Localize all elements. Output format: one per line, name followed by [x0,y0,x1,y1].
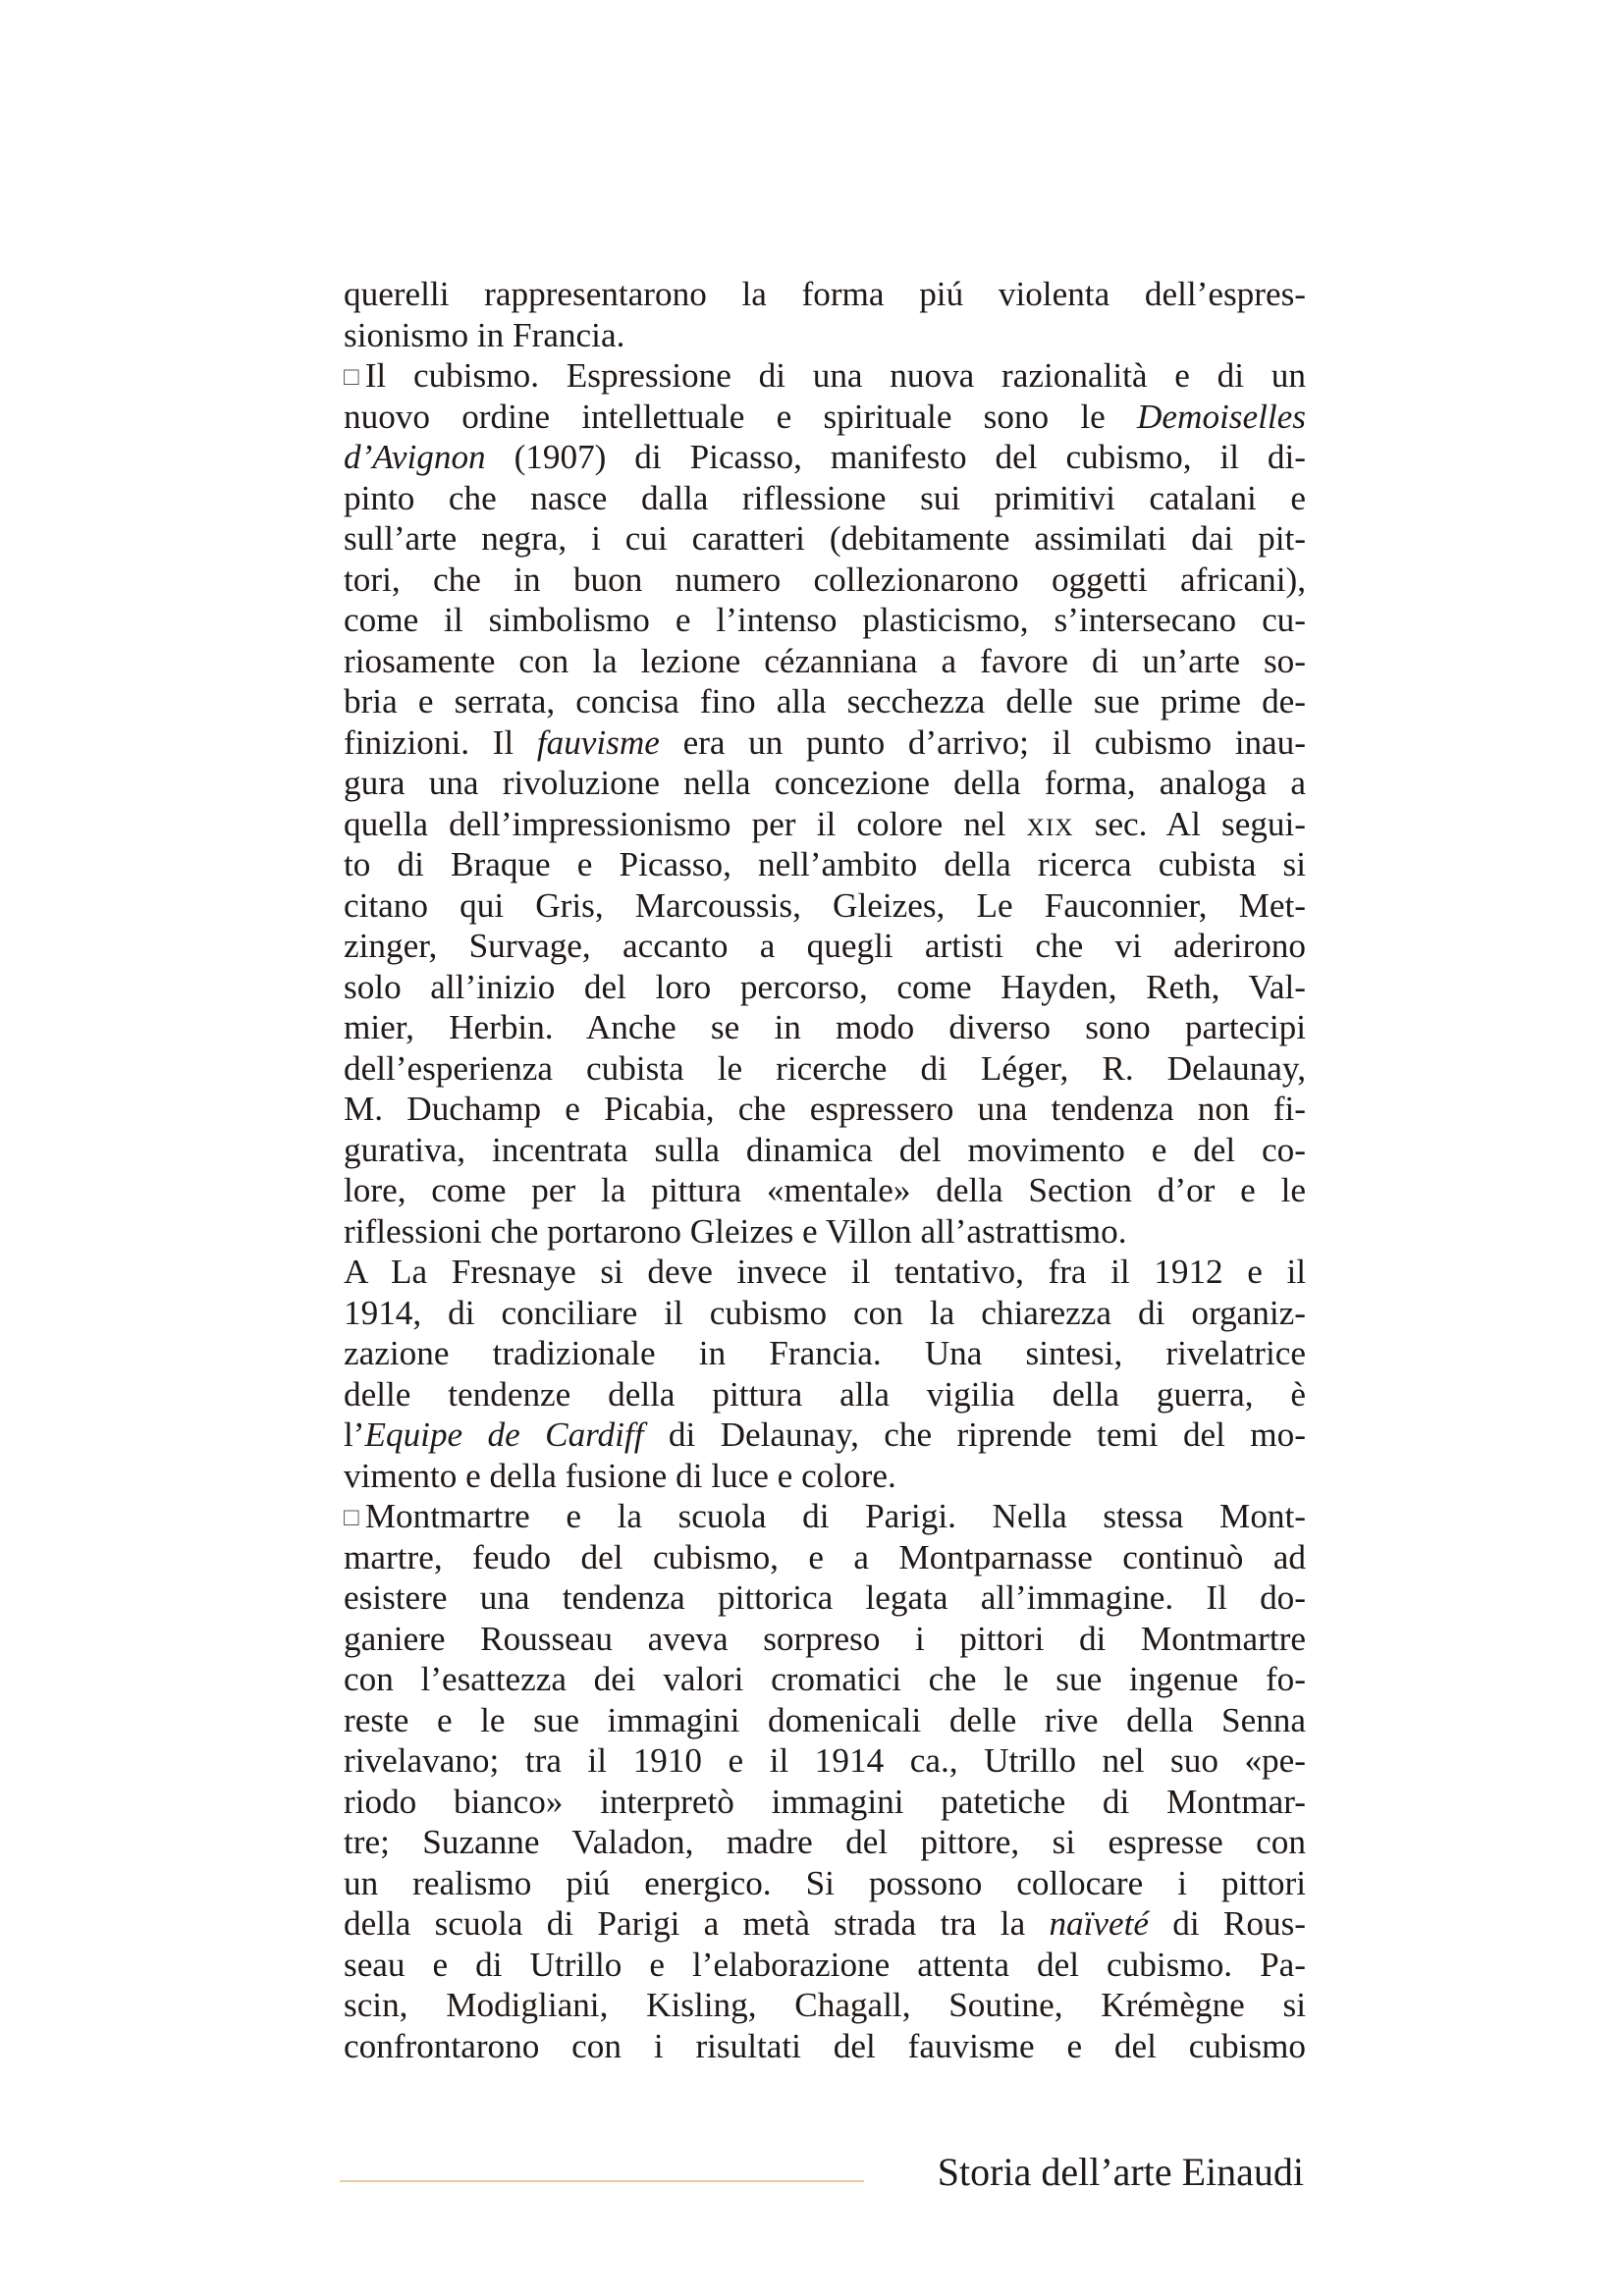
italic-text: Demoiselles [1137,397,1306,436]
text-line [344,1740,1306,1782]
text-segment: vimento e della fusione di luce e colore. [344,1456,896,1495]
text-line [344,1496,1306,1537]
text-segment: tori, che in buon numero collezionarono oggetti africani), [344,560,1306,599]
body-text [344,274,1306,2066]
text-segment: riflessioni che portarono Gleizes e Villon all’astrattismo. [344,1211,1127,1251]
text-segment: esistere una tendenza pittorica legata all’immagine. Il do- [344,1578,1306,1617]
text-segment: querelli rappresentarono la forma piú violenta dell’espres- [344,275,1306,313]
text-line [344,600,1306,641]
text-line [344,1456,1306,1497]
text-segment: quella dell’impressionismo per il colore nel [344,804,1027,843]
text-segment: un realismo piú energico. Si possono collocare i pittori [344,1863,1306,1902]
text-segment: della scuola di Parigi a metà strada tra la [344,1904,1050,1943]
text-line [344,1945,1306,1986]
italic-text: d’Avignon [344,438,486,476]
text-line [344,437,1306,478]
text-segment: confrontarono con i risultati del fauvisme e del cubismo [344,2026,1306,2065]
text-line [344,1863,1306,1904]
text-segment: l’ [344,1415,365,1454]
section-marker-icon: □ [344,1503,359,1531]
footer-rule [340,2180,864,2182]
text-segment: solo all’inizio del loro percorso, come Hayden, Reth, Val- [344,967,1306,1006]
text-line [344,1700,1306,1741]
text-line [344,2026,1306,2067]
text-line [344,397,1306,438]
text-segment: 1914, di conciliare il cubismo con la chiarezza di organiz- [344,1293,1306,1332]
text-segment: lore, come per la pittura «mentale» della Section d’or e le [344,1171,1306,1209]
text-line [344,885,1306,927]
text-line [344,1252,1306,1293]
text-segment: nuovo ordine intellettuale e spirituale sono le [344,397,1137,436]
text-line [344,1089,1306,1130]
text-line [344,1659,1306,1700]
text-segment: con l’esattezza dei valori cromatici che le sue ingenue fo- [344,1660,1306,1698]
italic-text: fauvisme [536,722,660,762]
text-line [344,1293,1306,1334]
text-line [344,763,1306,804]
text-segment: mier, Herbin. Anche se in modo diverso sono partecipi [344,1008,1306,1046]
text-segment: Montmartre e la scuola di Parigi. Nella stessa Mont- [364,1497,1306,1535]
text-line [344,926,1306,967]
text-segment: delle tendenze della pittura alla vigilia della guerra, è [344,1374,1306,1414]
text-line [344,681,1306,722]
text-line [344,560,1306,601]
text-line [344,315,1306,356]
text-segment: martre, feudo del cubismo, e a Montparnasse continuò ad [344,1537,1306,1576]
text-line [344,1822,1306,1863]
text-line [344,1577,1306,1619]
text-segment: riodo bianco» interpretò immagini patetiche di Montmar- [344,1782,1306,1821]
text-segment: gurativa, incentrata sulla dinamica del movimento e del co- [344,1130,1306,1169]
text-line [344,1985,1306,2026]
footer-title: Storia dell’arte Einaudi [937,2150,1304,2194]
text-line [344,844,1306,885]
text-segment: (1907) di Picasso, manifesto del cubismo, il di- [485,438,1306,476]
text-segment: sull’arte negra, i cui caratteri (debitamente assimilati dai pit- [344,519,1306,558]
section-marker-icon: □ [344,362,359,391]
text-line [344,1619,1306,1660]
text-line [344,1048,1306,1090]
text-line [344,1211,1306,1253]
text-segment: ganiere Rousseau aveva sorpreso i pittori di Montmartre [344,1619,1306,1658]
text-segment: di Rous- [1149,1904,1306,1943]
text-line [344,722,1306,764]
text-line [344,641,1306,682]
text-segment: sionismo in Francia. [344,315,625,354]
text-segment: bria e serrata, concisa fino alla secchezza delle sue prime de- [344,682,1306,721]
text-segment: seau e di Utrillo e l’elaborazione attenta del cubismo. Pa- [344,1945,1306,1984]
text-line [344,1170,1306,1211]
text-line [344,274,1306,315]
text-segment: come il simbolismo e l’intenso plasticismo, s’intersecano cu- [344,601,1306,639]
text-line [344,967,1306,1008]
text-segment: gura una rivoluzione nella concezione della forma, analoga a [344,764,1306,802]
text-segment: Il cubismo. Espressione di una nuova razionalità e di un [364,356,1306,395]
text-line [344,1333,1306,1374]
text-line [344,1415,1306,1456]
text-segment: reste e le sue immagini domenicali delle rive della Senna [344,1700,1306,1739]
text-segment: riosamente con la lezione cézanniana a favore di un’arte so- [344,641,1306,680]
text-segment: scin, Modigliani, Kisling, Chagall, Soutine, Krémègne si [344,1986,1306,2024]
text-segment: finizioni. Il [344,722,537,762]
text-line [344,1007,1306,1048]
text-line [344,1782,1306,1823]
text-line [344,478,1306,519]
text-segment: rivelavano; tra il 1910 e il 1914 ca., Utrillo nel suo «pe- [344,1741,1306,1780]
text-line [344,1374,1306,1415]
text-segment: to di Braque e Picasso, nell’ambito della ricerca cubista si [344,845,1306,883]
text-segment: dell’esperienza cubista le ricerche di Léger, R. Delaunay, [344,1048,1306,1088]
text-line [344,1537,1306,1578]
italic-text: naïveté [1049,1904,1150,1943]
italic-text: Equipe de Cardiff [364,1415,644,1454]
text-segment: sec. Al segui- [1073,804,1306,843]
text-line [344,1903,1306,1945]
text-segment: zazione tradizionale in Francia. Una sintesi, rivelatrice [344,1334,1306,1372]
text-segment: di Delaunay, che riprende temi del mo- [643,1415,1306,1454]
text-segment: A La Fresnaye si deve invece il tentativo, fra il 1912 e il [344,1253,1306,1291]
small-caps-text: XIX [1026,813,1074,841]
text-line [344,804,1306,845]
text-segment: tre; Suzanne Valadon, madre del pittore, si espresse con [344,1823,1306,1861]
text-segment: M. Duchamp e Picabia, che espressero una tendenza non fi- [344,1090,1306,1128]
text-segment: citano qui Gris, Marcoussis, Gleizes, Le Fauconnier, Met- [344,885,1306,925]
text-segment: pinto che nasce dalla riflessione sui primitivi catalani e [344,478,1306,517]
text-segment: era un punto d’arrivo; il cubismo inau- [659,722,1306,762]
text-segment: zinger, Survage, accanto a quegli artisti che vi aderirono [344,927,1306,965]
text-line [344,518,1306,560]
text-line [344,1130,1306,1171]
text-line [344,355,1306,397]
